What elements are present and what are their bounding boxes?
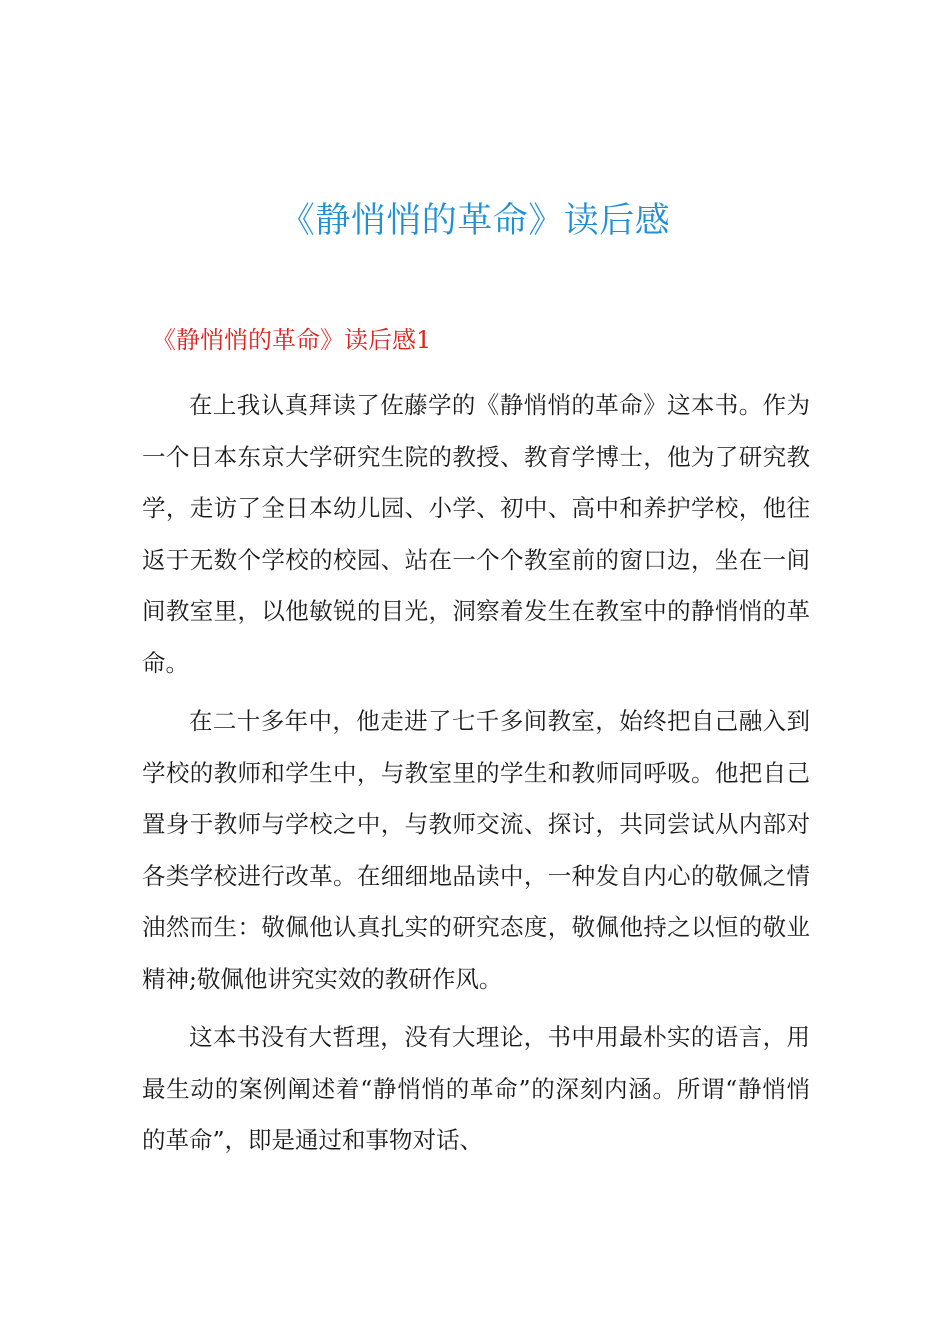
document-title: 《静悄悄的革命》读后感 [279,201,671,241]
body-paragraph-3: 这本书没有大哲理，没有大理论，书中用最朴实的语言，用最生动的案例阐述着“静悄悄的革命”的深刻内涵。所谓“静悄悄的革命”，即是通过和事物对话、 [142,1023,810,1154]
section-heading: 《静悄悄的革命》读后感1 [152,326,432,354]
body-paragraph-1: 在上我认真拜读了佐藤学的《静悄悄的革命》这本书。作为一个日本东京大学研究生院的教授、教育学博士，他为了研究教学，走访了全日本幼儿园、小学、初中、高中和养护学校，他往返于无数个学校的校园、站在一个个教室前的窗口边，坐在一间间教室里，以他敏锐的目光，洞察着发生在教室中的静悄悄的革命。 [142,391,810,677]
body-paragraph-2: 在二十多年中，他走进了七千多间教室，始终把自己融入到学校的教师和学生中，与教室里的学生和教师同呼吸。他把自己置身于教师与学校之中，与教师交流、探讨，共同尝试从内部对各类学校进行改革。在细细地品读中，一种发自内心的敬佩之情油然而生：敬佩他认真扎实的研究态度，敬佩他持之以恒的敬业精神;敬佩他讲究实效的教研作风。 [142,707,810,993]
